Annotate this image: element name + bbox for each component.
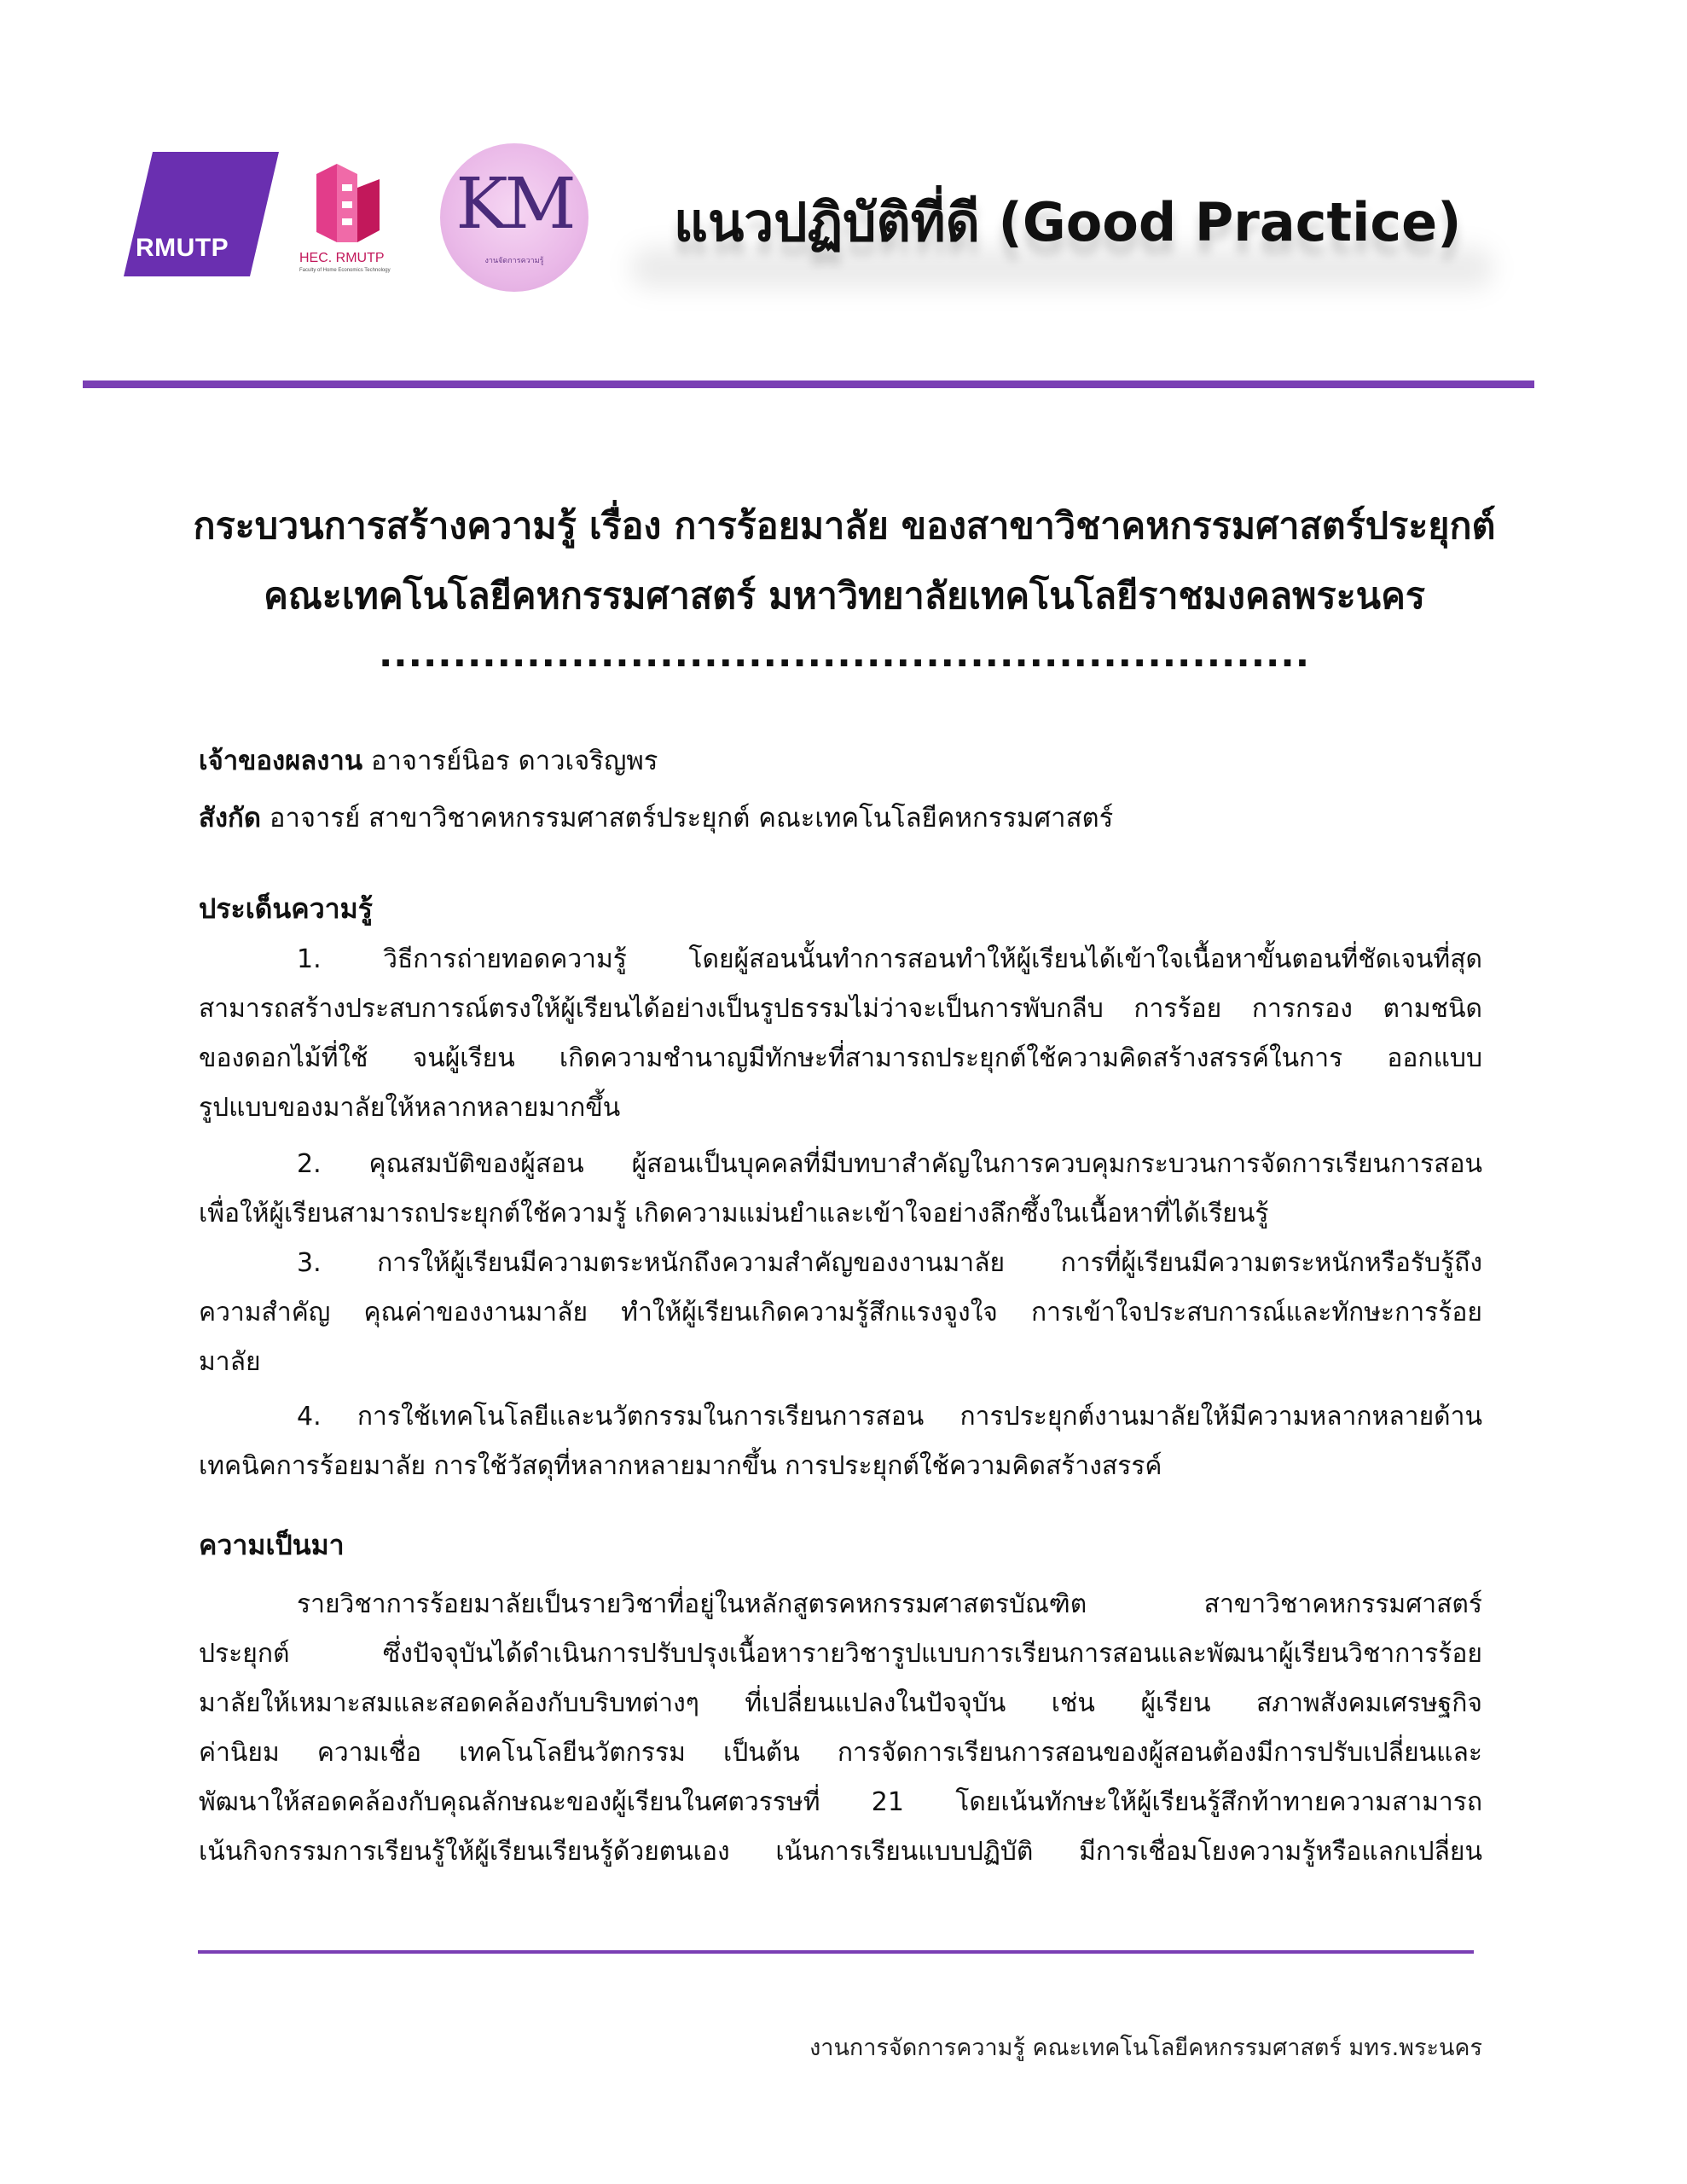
paragraph-line: ค่านิยม ความเชื่อ เทคโนโลยีนวัตกรรม เป็นต้น การจัดการเรียนการสอนของผู้สอนต้องมีการปรับเปลี่ยนและ bbox=[199, 1738, 1482, 1768]
footer-divider bbox=[198, 1950, 1474, 1954]
owner-value: อาจารย์นิอร ดาวเจริญพร bbox=[370, 746, 658, 776]
affiliation-label: สังกัด bbox=[199, 803, 261, 834]
page-title: แนวปฏิบัติที่ดี (Good Practice) bbox=[674, 191, 1462, 253]
paragraph-line: มาลัยให้เหมาะสมและสอดคล้องกับบริบทต่างๆ ที่เปลี่ยนแปลงในปัจจุบัน เช่น ผู้เรียน สภาพสังคมเศรษฐกิจ bbox=[199, 1688, 1482, 1718]
hec-logo-icon bbox=[308, 162, 390, 247]
issue-paragraph-2 bbox=[199, 1140, 1482, 1239]
rmutp-logo bbox=[124, 152, 279, 276]
paragraph-line: สามารถสร้างประสบการณ์ตรงให้ผู้เรียนได้อย่างเป็นรูปธรรมไม่ว่าจะเป็นการพับกลีบ การร้อย การกรอง ตามชนิด bbox=[199, 994, 1482, 1024]
paragraph-line: 4. การใช้เทคโนโลยีและนวัตกรรมในการเรียนการสอน การประยุกต์งานมาลัยให้มีความหลากหลายด้าน bbox=[297, 1402, 1482, 1432]
hec-logo-name: HEC. RMUTP bbox=[299, 251, 385, 265]
paragraph-line: พัฒนาให้สอดคล้องกับคุณลักษณะของผู้เรียนในศตวรรษที่ 21 โดยเน้นทักษะให้ผู้เรียนรู้สึกท้าทายความสามารถ bbox=[199, 1787, 1482, 1817]
title-dotted-separator: ............................................................... bbox=[378, 633, 1311, 676]
km-logo bbox=[440, 143, 588, 292]
document-title-line2: คณะเทคโนโลยีคหกรรมศาสตร์ มหาวิทยาลัยเทคโนโลยีราชมงคลพระนคร bbox=[264, 575, 1425, 618]
section-heading-issues: ประเด็นความรู้ bbox=[199, 892, 373, 925]
paragraph-line: รายวิชาการร้อยมาลัยเป็นรายวิชาที่อยู่ในหลักสูตรคหกรรมศาสตรบัณฑิต สาขาวิชาคหกรรมศาสตร์ bbox=[297, 1589, 1482, 1619]
paragraph-line: เพื่อให้ผู้เรียนสามารถประยุกต์ใช้ความรู้ เกิดความแม่นยำและเข้าใจอย่างลึกซึ้งในเนื้อหาที่ได้เรียนรู้ bbox=[199, 1199, 1269, 1228]
paragraph-line: 3. การให้ผู้เรียนมีความตระหนักถึงความสำคัญของงานมาลัย การที่ผู้เรียนมีความตระหนักหรือรับรู้ถึง bbox=[297, 1248, 1482, 1278]
km-logo-icon: KM bbox=[455, 164, 573, 245]
km-logo-caption: งานจัดการความรู้ bbox=[484, 256, 544, 264]
rmutp-logo-text: RMUTP bbox=[136, 234, 229, 262]
paragraph-line: ความสำคัญ คุณค่าของงานมาลัย ทำให้ผู้เรียนเกิดความรู้สึกแรงจูงใจ การเข้าใจประสบการณ์และทักษะการร้อย bbox=[199, 1298, 1482, 1327]
footer-text: งานการจัดการความรู้ คณะเทคโนโลยีคหกรรมศาสตร์ มทร.พระนคร bbox=[809, 2035, 1482, 2061]
section-heading-background: ความเป็นมา bbox=[199, 1529, 345, 1561]
issue-paragraph-3 bbox=[199, 1239, 1482, 1387]
paragraph-line: เน้นกิจกรรมการเรียนรู้ให้ผู้เรียนเรียนรู้ด้วยตนเอง เน้นการเรียนแบบปฏิบัติ มีการเชื่อมโยงความรู้หรือแลกเปลี่ยน bbox=[199, 1837, 1482, 1867]
paragraph-line: ประยุกต์ ซึ่งปัจจุบันได้ดำเนินการปรับปรุงเนื้อหารายวิชารูปแบบการเรียนการสอนและพัฒนาผู้เรียนวิชาการร้อย bbox=[199, 1639, 1482, 1669]
paragraph-line: มาลัย bbox=[199, 1347, 261, 1377]
paragraph-line: เทคนิคการร้อยมาลัย การใช้วัสดุที่หลากหลายมากขึ้น การประยุกต์ใช้ความคิดสร้างสรรค์ bbox=[199, 1451, 1162, 1481]
affiliation-line bbox=[199, 796, 1113, 839]
background-paragraph bbox=[199, 1580, 1482, 1877]
owner-line bbox=[199, 739, 658, 781]
issue-paragraph-4 bbox=[199, 1392, 1482, 1491]
issue-paragraph-1 bbox=[199, 935, 1482, 1133]
hec-logo bbox=[294, 162, 405, 282]
paragraph-line: รูปแบบของมาลัยให้หลากหลายมากขึ้น bbox=[199, 1093, 621, 1123]
owner-label: เจ้าของผลงาน bbox=[199, 746, 363, 776]
document-title-line1: กระบวนการสร้างความรู้ เรื่อง การร้อยมาลัย ของสาขาวิชาคหกรรมศาสตร์ประยุกต์ bbox=[193, 505, 1496, 548]
hec-logo-subtitle: Faculty of Home Economics Technology bbox=[299, 268, 391, 273]
paragraph-line: ของดอกไม้ที่ใช้ จนผู้เรียน เกิดความชำนาญมีทักษะที่สามารถประยุกต์ใช้ความคิดสร้างสรรค์ในการ ออกแบบ bbox=[199, 1043, 1482, 1073]
header-divider bbox=[83, 380, 1534, 388]
paragraph-line: 2. คุณสมบัติของผู้สอน ผู้สอนเป็นบุคคลที่มีบทบาสำคัญในการควบคุมกระบวนการจัดการเรียนการสอน bbox=[297, 1149, 1482, 1179]
paragraph-line: 1. วิธีการถ่ายทอดความรู้ โดยผู้สอนนั้นทำการสอนทำให้ผู้เรียนได้เข้าใจเนื้อหาขั้นตอนที่ชัดเจนที่สุด bbox=[297, 944, 1482, 974]
affiliation-value: อาจารย์ สาขาวิชาคหกรรมศาสตร์ประยุกต์ คณะเทคโนโลยีคหกรรมศาสตร์ bbox=[269, 803, 1114, 834]
